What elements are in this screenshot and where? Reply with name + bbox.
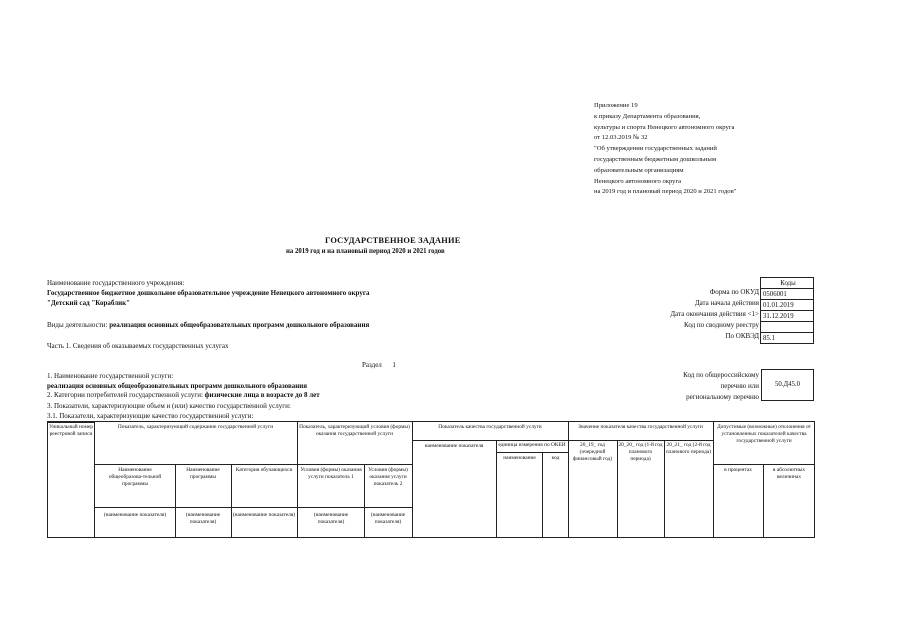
section-label: Раздел [362,361,382,369]
appendix-line: культуры и спорта Ненецкого автономного округа [594,123,735,131]
consumers-value: физические лица в возрасте до 8 лет [204,391,320,399]
th-quality: Показатель качества государственной услуги [438,424,542,430]
th-program: Наименование программы [186,467,220,480]
codes-label-okud: Форма по ОКУД [709,288,759,296]
document-title: ГОСУДАРСТВЕННОЕ ЗАДАНИЕ [325,236,461,245]
th-quality-name: наименование показателя [424,443,484,449]
appendix-line: государственным бюджетным дошкольным [594,155,717,163]
codes-value-okved: 85.1 [761,333,813,344]
all-russian-line: перечню или [720,382,759,390]
th-unit-code: код [551,455,560,461]
section-line [362,361,396,370]
th-year1: 20_19_ год (очередной финансовый год) [572,442,613,462]
all-russian-line: Код по общероссийскому [683,371,759,379]
th-registry: Уникальный номер реестровой записи [49,424,93,437]
th-deviation: Допустимые (возможные) отклонения от установленных показателей качества государственной услуги [717,424,811,444]
th-content: Показатель, характеризующий содержание государственной услуги [117,424,274,430]
th-conditions: Показатель, характеризующий условия (формы) оказания государственной услуги [299,424,410,437]
appendix-line: на 2019 год и плановый период 2020 и 2021 годов" [594,188,737,196]
appendix-block [594,101,736,198]
quality-table [47,421,815,538]
consumers-line [47,391,320,400]
activity-value: реализация основных общеобразовательных программ дошкольного образования [109,321,370,329]
codes-value-register [761,322,813,333]
service-name-value: реализация основных общеобразовательных программ дошкольного образования [47,382,308,390]
consumers-label: 2. Категории потребителей государственной услуги: [47,391,203,399]
codes-value-okud: 0506001 [761,289,813,300]
codes-header: Коды [761,278,813,289]
codes-value-start: 01.01.2019 [761,300,813,311]
codes-box [760,277,814,344]
codes-label-start: Дата начала действия [694,299,759,307]
activity-label: Виды деятельности: [47,321,108,329]
all-russian-code: 50.Д45.0 [761,369,814,401]
quality-label: 3.1. Показатели, характеризующие качество государственной услуги: [47,412,254,420]
institution-label: Наименование государственного учреждения: [47,279,185,287]
th-absolute: в абсолютных величинах [772,467,806,480]
part1-title: Часть 1. Сведения об оказываемых государственных услугах [47,342,229,350]
th-unit: единица измерения по ОКЕИ [498,442,566,448]
all-russian-label [683,370,759,403]
th-name-program: Наименование общеобразова-тельной программы [108,467,162,487]
appendix-line: Приложение 19 [594,102,638,109]
th-indicator-name-1: (наименование показателя) [103,512,167,518]
document-subtitle: на 2019 год и на плановый период 2020 и 2021 годов [286,248,445,255]
appendix-line: образовательным организациям [594,166,684,174]
th-cond2: Условия (формы) оказания услуги показатель 2 [368,467,408,487]
th-values: Значение показателя качества государственной услуги [578,424,703,430]
th-year2: 20_20_ год (1-й год планового периода) [618,442,663,462]
appendix-line: Ненецкого автономного округа [594,177,682,185]
th-category: Категория обучающихся [235,467,293,473]
appendix-line: к приказу Департамента образования, [594,112,701,120]
institution-short-name: "Детский сад "Кораблик" [47,299,131,307]
th-indicator-name-3: (наименование показателя) [232,512,296,518]
codes-label-okved: По ОКВЭД [725,332,759,340]
th-indicator-name-4: (наименование показателя) [313,512,349,525]
appendix-line: "Об утверждении государственных заданий [594,145,717,153]
codes-label-register: Код по сводному реестру [684,321,759,329]
all-russian-line: региональному перечню [686,393,759,401]
th-indicator-name-5: (наименование показателя) [370,512,406,525]
th-cond1: Условия (формы) оказания услуги показатель 1 [300,467,362,480]
th-indicator-name-2: (наименование показателя) [185,512,221,525]
codes-value-end: 31.12.2019 [761,311,813,322]
codes-label-end: Дата окончания действия <1> [670,310,759,318]
indicators-label: 3. Показатели, характеризующие объем и (или) качество государственной услуги: [47,402,291,410]
section-number: 1 [392,361,396,369]
appendix-line: от 12.03.2019 № 32 [594,134,648,142]
th-percent: в процентах [724,467,752,473]
th-year3: 20_21_ год (2-й год планового периода) [665,442,712,455]
activity-line [47,321,369,330]
service-name-label: 1. Наименование государственной услуги: [47,372,174,380]
institution-name: Государственное бюджетное дошкольное образовательное учреждение Ненецкого автономного округа [47,289,370,297]
th-unit-name: наименование [503,455,536,461]
